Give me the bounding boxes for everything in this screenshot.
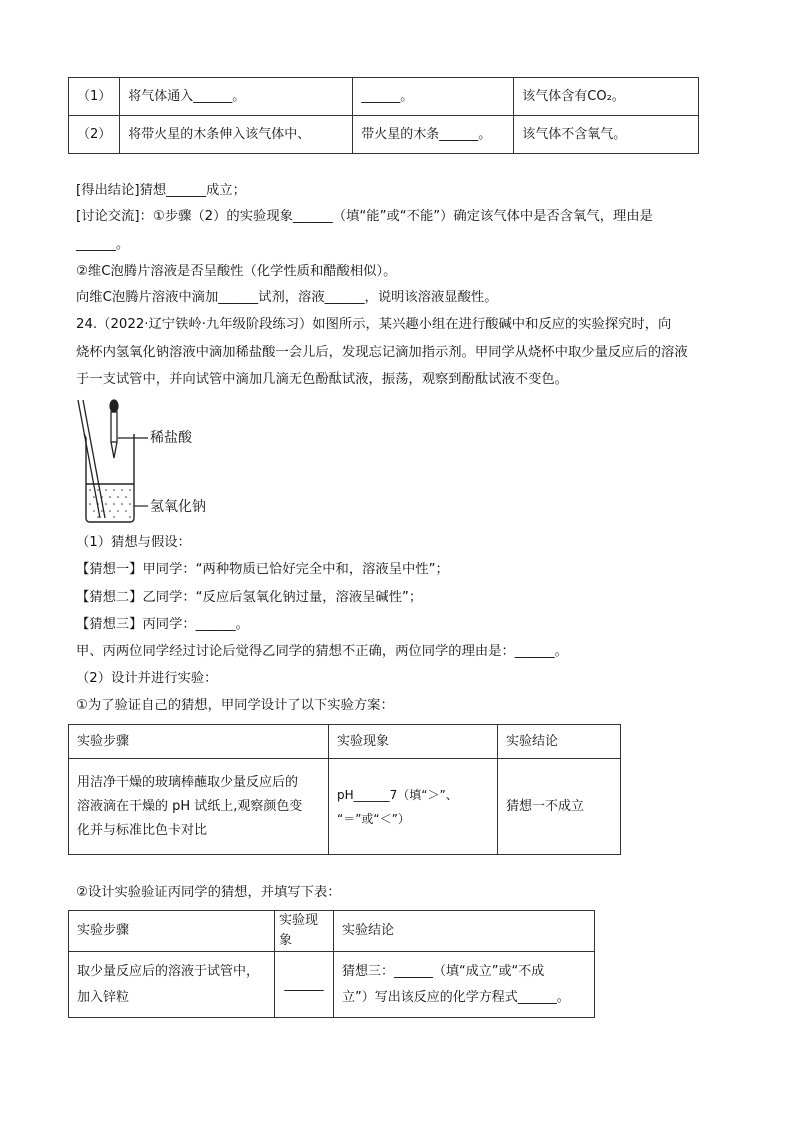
row-number: （2） [69, 116, 120, 154]
row-number: （1） [69, 78, 120, 116]
phenomenon-line: pH______7（填“＞”、 [337, 787, 458, 802]
conclusion-cell: 该气体不含氧气。 [514, 116, 699, 154]
phenomenon-cell: ______。 [353, 78, 514, 116]
q24-line-2: 烧杯内氢氧化钠溶液中滴加稀盐酸一会儿后，发现忘记滴加指示剂。甲同学从烧杯中取少量反应后的溶液 [76, 345, 688, 360]
label-sodium-hydroxide: 氢氧化钠 [150, 499, 206, 515]
glass-rod [78, 400, 105, 518]
design-title: （2）设计并进行实验： [76, 671, 218, 686]
phenomenon-line: “＝”或“＜”） [337, 811, 410, 826]
step-line: 加入锌粒 [77, 989, 130, 1005]
conclusion-line: 立”）写出该反应的化学方程式______。 [342, 989, 570, 1005]
phenomenon-cell [329, 759, 498, 855]
header-cell: 实验结论 [334, 911, 595, 952]
q24-line-3: 于一支试管中，并向试管中滴加几滴无色酚酞试液，振荡，观察到酚酞试液不变色。 [76, 372, 568, 387]
conclusion-line: 猜想三：______（填“成立”或“不成 [342, 963, 545, 979]
header-cell: 实验现象 [329, 725, 498, 759]
step-line: 用洁净干燥的玻璃棒蘸取少量反应后的 [77, 774, 299, 790]
experiment-table-2 [68, 724, 621, 855]
phenomenon-cell: ______ [275, 952, 334, 1018]
acid-question: ②维C泡腾片溶液是否呈酸性（化学性质和醋酸相似）。 [76, 264, 397, 279]
conclusion-cell: 该气体含有CO₂。 [514, 78, 699, 116]
conclusion-cell [334, 952, 595, 1018]
dropper [110, 400, 118, 458]
header-cell: 实验步骤 [69, 911, 275, 952]
plan-line: ①为了验证自己的猜想，甲同学设计了以下实验方案： [76, 698, 394, 713]
step-cell: 将气体通入______。 [120, 78, 353, 116]
experiment-table-3 [68, 910, 595, 1018]
step-line: 化并与标准比色卡对比 [77, 822, 208, 838]
phenomenon-cell: 带火星的木条______。 [353, 116, 514, 154]
header-cell: 实验步骤 [69, 725, 329, 759]
hypothesis-2: 【猜想二】乙同学：“反应后氢氧化钠过量，溶液呈碱性”； [76, 590, 423, 605]
header-cell: 实验现象 [275, 911, 334, 952]
discussion-line-1: [讨论交流]：①步骤（2）的实验现象______（填“能”或“不能”）确定该气体中是否含氧气，理由是 [76, 209, 653, 224]
step-line: 取少量反应后的溶液于试管中， [77, 963, 260, 979]
q24-line-1: 24.（2022·辽宁铁岭·九年级阶段练习）如图所示，某兴趣小组在进行酸碱中和反应的实验探究时，向 [76, 317, 672, 332]
acid-test: 向维C泡腾片溶液中滴加______试剂，溶液______，说明该溶液显酸性。 [76, 290, 498, 305]
step-cell [69, 759, 329, 855]
result-table-1 [68, 77, 699, 154]
step-cell: 将带火星的木条伸入该气体中、 [120, 116, 353, 154]
hypothesis-title: （1）猜想与假设： [76, 535, 191, 550]
step-cell [69, 952, 275, 1018]
conclusion-cell: 猜想一不成立 [498, 759, 621, 855]
header-cell: 实验结论 [498, 725, 621, 759]
label-hydrochloric-acid: 稀盐酸 [150, 430, 192, 446]
reason-line: 甲、丙两位同学经过讨论后觉得乙同学的猜想不正确，两位同学的理由是：______。 [76, 644, 568, 659]
hypothesis-3: 【猜想三】丙同学：______。 [76, 617, 249, 632]
conclusion-line: [得出结论]猜想______成立； [76, 183, 246, 198]
hypothesis-1: 【猜想一】甲同学：“两种物质已恰好完全中和，溶液呈中性”； [76, 562, 449, 577]
q2-line: ②设计实验验证丙同学的猜想，并填写下表： [76, 885, 341, 900]
discussion-line-2: ______。 [76, 237, 130, 252]
step-line: 溶液滴在干燥的 pH 试纸上,观察颜色变 [77, 798, 303, 814]
